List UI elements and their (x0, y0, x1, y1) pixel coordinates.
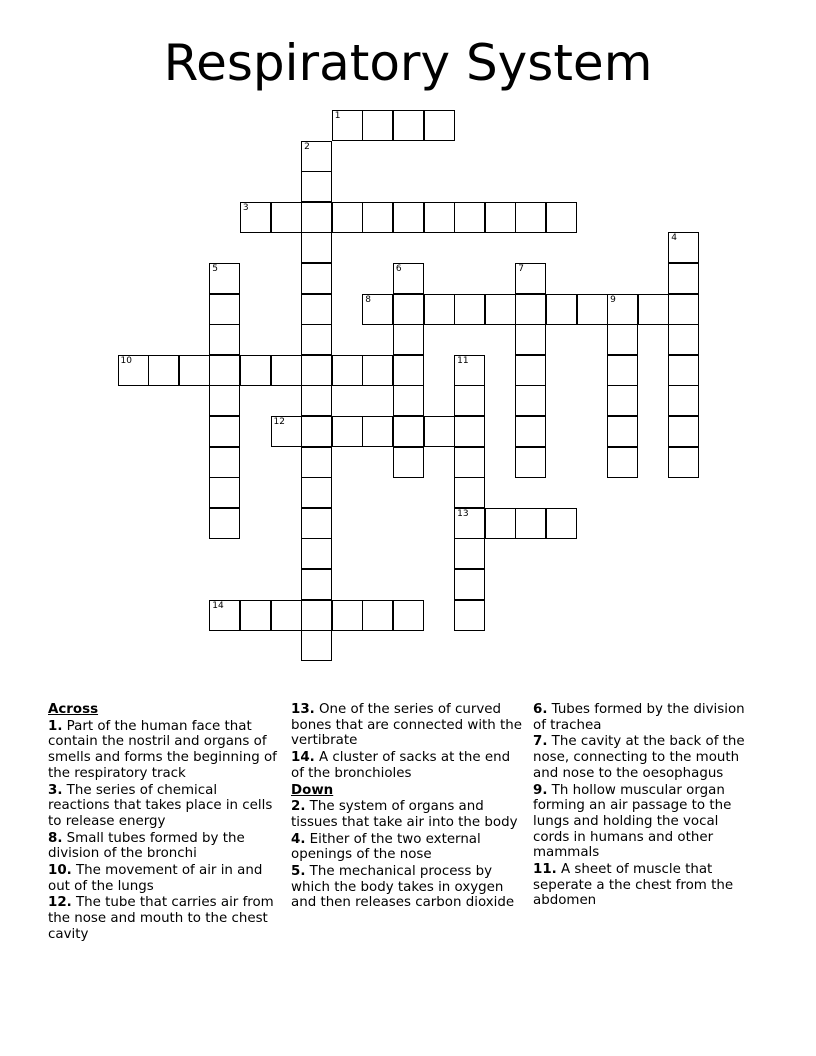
clue-down-11: 11. A sheet of muscle that seperate a the chest from the abdomen (533, 862, 734, 909)
grid-cell[interactable] (301, 447, 332, 478)
clues-column-3 (533, 702, 758, 910)
grid-cell[interactable] (332, 600, 363, 631)
grid-cell[interactable] (393, 447, 424, 478)
grid-cell[interactable] (209, 477, 240, 508)
clue-number: 10 (120, 355, 132, 366)
grid-cell[interactable] (454, 569, 485, 600)
grid-cell[interactable] (393, 202, 424, 233)
grid-cell[interactable] (148, 355, 179, 386)
grid-cell[interactable] (668, 385, 699, 416)
grid-cell[interactable] (301, 630, 332, 661)
grid-cell[interactable] (454, 447, 485, 478)
clue-number: 5 (212, 264, 219, 274)
grid-cell[interactable] (515, 508, 546, 539)
grid-cell[interactable] (301, 294, 332, 325)
grid-cell[interactable] (668, 324, 699, 355)
clue-down-7: 7. The cavity at the back of the nose, connecting to the mouth and nose to the oesophagus (533, 734, 745, 781)
grid-cell[interactable] (515, 202, 546, 233)
clue-number: 13 (457, 508, 469, 519)
grid-cell[interactable] (515, 324, 546, 355)
grid-cell[interactable] (209, 385, 240, 416)
grid-cell[interactable] (301, 538, 332, 569)
clue-across-1: 1. Part of the human face that contain the nostril and organs of smells and forms the beginning of the respiratory track (48, 718, 277, 781)
grid-cell[interactable] (454, 600, 485, 631)
grid-cell[interactable] (301, 416, 332, 447)
grid-cell[interactable] (362, 355, 393, 386)
grid-cell[interactable] (301, 508, 332, 539)
grid-cell[interactable] (515, 385, 546, 416)
grid-cell[interactable] (209, 324, 240, 355)
grid-cell[interactable] (546, 508, 577, 539)
clue-down-5: 5. The mechanical process by which the body takes in oxygen and then releases carbon dioxide (291, 864, 515, 911)
grid-cell[interactable] (301, 232, 332, 263)
grid-cell[interactable] (485, 202, 516, 233)
grid-cell[interactable] (607, 416, 638, 447)
grid-cell[interactable] (454, 385, 485, 416)
clue-number: 14 (212, 600, 224, 611)
clue-across-12: 12. The tube that carries air from the nose and mouth to the chest cavity (48, 895, 274, 942)
grid-cell[interactable] (301, 569, 332, 600)
clue-across-13: 13. One of the series of curved bones that are connected with the vertibrate (291, 702, 523, 749)
grid-cell[interactable] (668, 355, 699, 386)
grid-cell[interactable] (209, 355, 240, 386)
grid-cell[interactable] (179, 355, 210, 386)
grid-cell[interactable] (515, 416, 546, 447)
grid-cell[interactable] (424, 202, 455, 233)
grid-cell[interactable] (607, 324, 638, 355)
across-heading: Across (48, 702, 99, 717)
clue-number: 9 (610, 294, 616, 305)
grid-cell[interactable] (393, 110, 424, 141)
grid-cell[interactable] (424, 110, 455, 141)
grid-cell[interactable] (362, 600, 393, 631)
grid-cell[interactable] (424, 294, 455, 325)
grid-cell[interactable] (301, 477, 332, 508)
clue-down-6: 6. Tubes formed by the division of trachea (533, 702, 745, 733)
grid-cell[interactable] (301, 385, 332, 416)
clue-number: 8 (365, 294, 372, 305)
grid-cell[interactable] (668, 263, 699, 294)
grid-cell[interactable] (271, 355, 302, 386)
grid-cell[interactable] (577, 294, 608, 325)
grid-cell[interactable] (638, 294, 669, 325)
grid-cell[interactable] (301, 141, 332, 172)
grid-cell[interactable] (454, 538, 485, 569)
clue-down-4: 4. Either of the two external openings of the nose (291, 831, 481, 863)
clue-across-3: 3. The series of chemical reactions that takes place in cells to release energy (48, 782, 273, 829)
grid-cell[interactable] (240, 355, 271, 386)
clues-column-2 (291, 702, 523, 912)
grid-cell[interactable] (301, 324, 332, 355)
grid-cell[interactable] (362, 416, 393, 447)
grid-cell[interactable] (393, 294, 424, 325)
grid-cell[interactable] (332, 416, 363, 447)
grid-cell[interactable] (332, 110, 363, 141)
clue-down-2: 2. The system of organs and tissues that take air into the body (291, 799, 518, 830)
grid-cell[interactable] (393, 355, 424, 386)
grid-cell[interactable] (271, 202, 302, 233)
grid-cell[interactable] (332, 202, 363, 233)
grid-cell[interactable] (668, 294, 699, 325)
grid-cell[interactable] (301, 263, 332, 294)
grid-cell[interactable] (515, 355, 546, 386)
grid-cell[interactable] (515, 263, 546, 294)
grid-cell[interactable] (668, 447, 699, 478)
grid-cell[interactable] (301, 600, 332, 631)
grid-cell[interactable] (393, 416, 424, 447)
clue-number: 3 (242, 202, 249, 213)
clue-number: 2 (304, 141, 310, 152)
grid-cell[interactable] (668, 232, 699, 263)
grid-cell[interactable] (209, 600, 240, 631)
grid-cell[interactable] (118, 355, 149, 386)
grid-cell[interactable] (362, 294, 393, 325)
grid-cell[interactable] (362, 110, 393, 141)
grid-cell[interactable] (454, 508, 485, 539)
grid-cell[interactable] (546, 294, 577, 325)
grid-cell[interactable] (454, 477, 485, 508)
clue-number: 4 (671, 233, 678, 244)
grid-cell[interactable] (209, 416, 240, 447)
grid-cell[interactable] (240, 202, 271, 233)
grid-cell[interactable] (393, 324, 424, 355)
down-heading: Down (291, 782, 334, 798)
grid-cell[interactable] (332, 355, 363, 386)
grid-cell[interactable] (209, 447, 240, 478)
grid-cell[interactable] (454, 202, 485, 233)
grid-cell[interactable] (362, 202, 393, 233)
grid-cell[interactable] (668, 416, 699, 447)
grid-cell[interactable] (271, 416, 302, 447)
grid-cell[interactable] (607, 385, 638, 416)
grid-cell[interactable] (607, 355, 638, 386)
clue-down-9: 9. Th hollow muscular organ forming an air passage to the lungs and holding the vocal cords in humans and other mammals (533, 782, 732, 861)
grid-cell[interactable] (515, 447, 546, 478)
grid-cell[interactable] (209, 294, 240, 325)
grid-cell[interactable] (393, 385, 424, 416)
grid-cell[interactable] (515, 294, 546, 325)
grid-cell[interactable] (546, 202, 577, 233)
grid-cell[interactable] (301, 355, 332, 386)
grid-cell[interactable] (454, 416, 485, 447)
clue-number: 1 (334, 111, 341, 121)
grid-cell[interactable] (209, 263, 240, 294)
page-title: Respiratory System (163, 34, 653, 92)
grid-cell[interactable] (424, 416, 455, 447)
grid-cell[interactable] (393, 600, 424, 631)
clue-number: 7 (518, 264, 525, 274)
clues-column-1 (48, 702, 280, 944)
grid-cell[interactable] (301, 171, 332, 202)
grid-cell[interactable] (240, 600, 271, 631)
clue-number: 6 (395, 264, 402, 274)
clue-across-14: 14. A cluster of sacks at the end of the bronchioles (291, 750, 511, 781)
clue-across-8: 8. Small tubes formed by the division of the bronchi (48, 830, 245, 862)
grid-cell[interactable] (271, 600, 302, 631)
grid-cell[interactable] (485, 294, 516, 325)
grid-cell[interactable] (301, 202, 332, 233)
clue-number: 12 (273, 417, 285, 427)
clue-across-10: 10. The movement of air in and out of the lungs (48, 863, 263, 894)
grid-cell[interactable] (393, 263, 424, 294)
grid-cell[interactable] (454, 355, 485, 386)
clue-number: 11 (457, 355, 469, 366)
grid-cell[interactable] (209, 508, 240, 539)
grid-cell[interactable] (485, 508, 516, 539)
grid-cell[interactable] (607, 294, 638, 325)
grid-cell[interactable] (454, 294, 485, 325)
grid-cell[interactable] (607, 447, 638, 478)
